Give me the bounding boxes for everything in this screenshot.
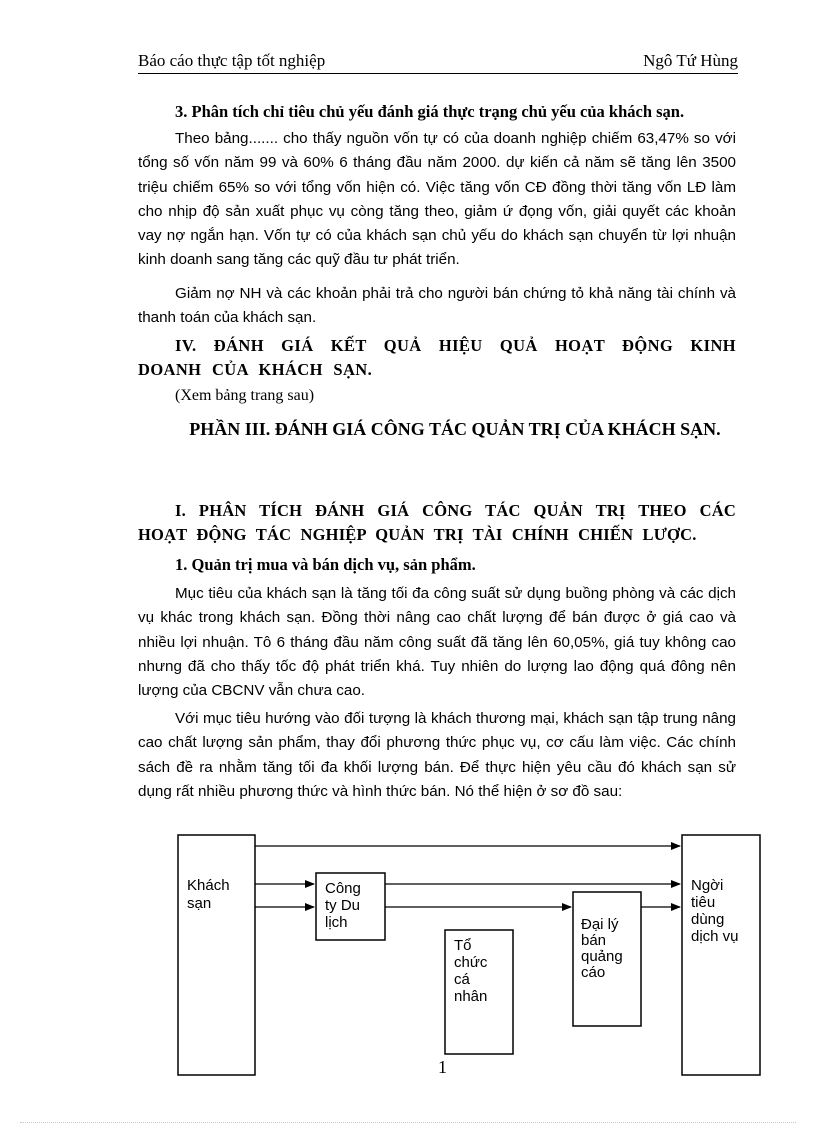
- agent-label-line: bán: [581, 932, 607, 949]
- consumer-label-line: tiêu: [691, 894, 716, 911]
- section-3-heading: 3. Phân tích chỉ tiêu chủ yếu đánh giá thực trạng chủ yếu của khách sạn.: [175, 102, 685, 121]
- box-hotel: [178, 835, 255, 1075]
- travel-label-line: Công: [325, 880, 361, 897]
- header-author: Ngô Tứ Hùng: [643, 51, 738, 70]
- agent-label-line: Đại lý: [581, 916, 619, 933]
- heading-i: I. PHÂN TÍCH ĐÁNH GIÁ CÔNG TÁC QUẢN TRỊ THEO CÁC HOẠT ĐỘNG TÁC NGHIỆP QUẢN TRỊ TÀI CHÍNH CHIẾN LƯỢC.: [138, 501, 736, 544]
- agent-label-line: quảng: [581, 948, 623, 965]
- individual-label-line: cá: [454, 971, 470, 988]
- individual-label-line: Tổ: [454, 937, 472, 954]
- box-consumer: [682, 835, 760, 1075]
- hotel-label-line: Khách: [187, 877, 230, 894]
- header-report-title: Báo cáo thực tập tốt nghiệp: [138, 51, 326, 70]
- travel-label-line: ty Du: [325, 897, 361, 914]
- page-number: 1: [438, 1057, 447, 1077]
- paragraph-debt: Giảm nợ NH và các khoản phải trả cho người bán chứng tỏ khả năng tài chính và thanh toán của khách sạn.: [138, 285, 736, 327]
- part-iii-title: PHẦN III. ĐÁNH GIÁ CÔNG TÁC QUẢN TRỊ CỦA KHÁCH SẠN.: [189, 419, 721, 439]
- individual-label-line: chức: [454, 954, 488, 971]
- see-next-page-note: (Xem bảng trang sau): [175, 387, 315, 404]
- heading-1: 1. Quản trị mua và bán dịch vụ, sản phẩm.: [175, 555, 476, 574]
- paragraph-objective: Mục tiêu của khách sạn là tăng tối đa công suất sử dụng buồng phòng và các dịch vụ khác trong khách sạn. Đồng thời nâng cao chất lượng để bán được ở giá cao và nhiều lợi nhuận. Tô 6 tháng đầu năm công suất đã tăng lên 60,05%, giá tuy không cao nhưng đã cho thấy tốc độ phát triển khá. Tuy nhiên do lượng lao động quá đông nên lượng của CBCNV vẫn chưa cao.: [138, 585, 736, 700]
- consumer-label-line: dịch vụ: [691, 928, 739, 945]
- paragraph-target: Với mục tiêu hướng vào đối tượng là khách thương mại, khách sạn tập trung nâng cao chất lượng sản phẩm, thay đổi phương thức phục vụ, cơ cấu làm việc. Các chính sách đề ra nhằm tăng tối đa khối lượng bán. Để thực hiện yêu cầu đó khách sạn sử dụng rất nhiều phương thức và hình thức bán. Nó thể hiện ở sơ đồ sau:: [138, 710, 736, 800]
- heading-iv: IV. ĐÁNH GIÁ KẾT QUẢ HIỆU QUẢ HOẠT ĐỘNG KINH DOANH CỦA KHÁCH SẠN.: [138, 336, 736, 379]
- consumer-label-line: dùng: [691, 911, 725, 928]
- hotel-label-line: sạn: [187, 895, 212, 912]
- travel-label-line: lịch: [325, 914, 348, 931]
- individual-label-line: nhân: [454, 988, 488, 1005]
- paragraph-capital: Theo bảng....... cho thấy nguồn vốn tự có của doanh nghiệp chiếm 63,47% so với tổng số vốn năm 99 và 60% 6 tháng đầu năm 2000. dự kiến cả năm sẽ tăng lên 3500 triệu chiếm 65% so với tổng vốn hiện có. Việc tăng vốn CĐ đồng thời tăng vốn LĐ làm cho nhịp độ sản xuất phục vụ còng tăng theo, giảm ứ đọng vốn, giải quyết các khoản vay nợ ngắn hạn. Vốn tự có của khách sạn chủ yếu do khách sạn chuyển từ lợi nhuận kinh doanh sang tăng các quỹ đầu tư phát triển.: [138, 130, 736, 269]
- consumer-label-line: Ngời: [691, 877, 724, 894]
- agent-label-line: cáo: [581, 964, 606, 981]
